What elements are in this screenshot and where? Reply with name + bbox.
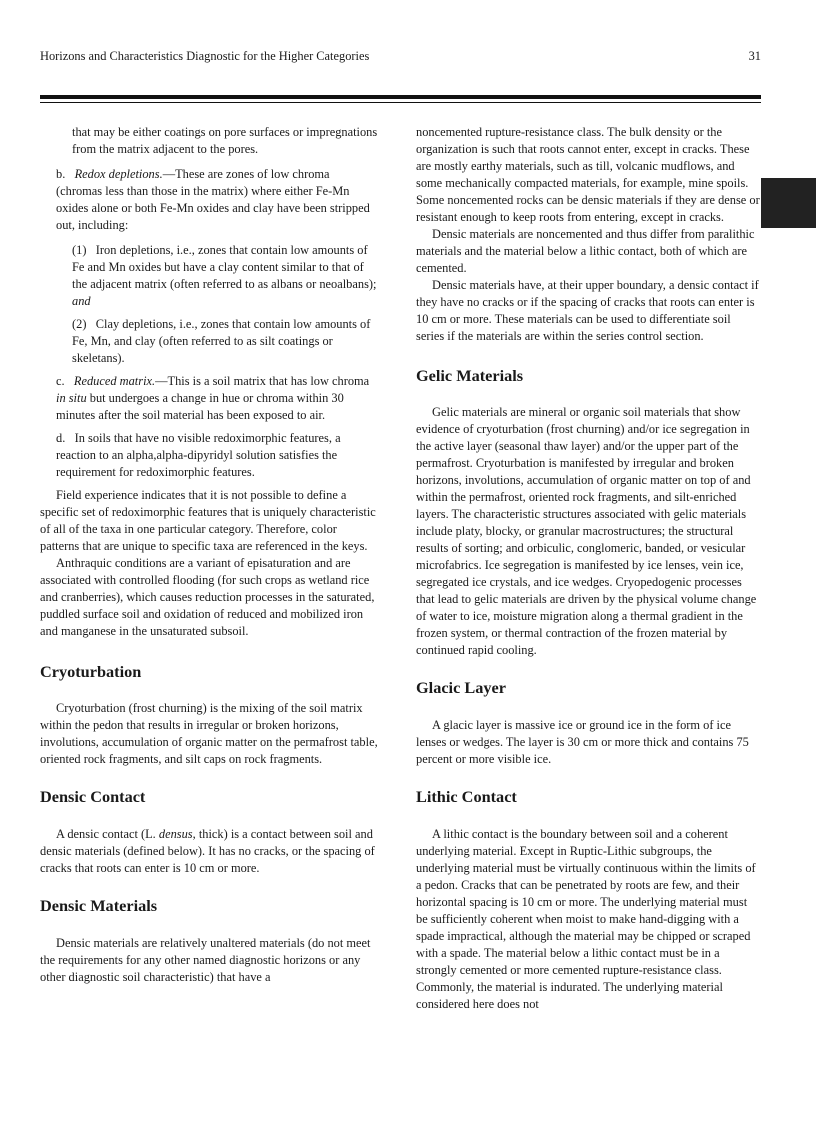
paragraph-anthraquic: Anthraquic conditions are a variant of episaturation and are associated with controlled flooding (for such crops as wetland rice and cranberries), which causes reduction processes in the saturated, puddled surface soil and oxidation of reduced and mobilized iron and manganese in the unsaturated subsoil. (40, 556, 375, 638)
running-header (40, 49, 761, 67)
list-item-text: —This is a soil matrix that has low chroma (155, 374, 370, 388)
paragraph-densic-materials-2: Densic materials are noncemented and thus differ from paralithic materials and the material below a lithic contact, both of which are cemented. (416, 227, 755, 275)
paragraph-field-experience: Field experience indicates that it is not possible to define a specific set of redoximorphic features that is uniquely characteristic of all of the taxa in one particular category. Therefore, color patterns that are unique to specific taxa are referenced in the keys. (40, 488, 376, 553)
section-thumb-tab (761, 178, 816, 228)
term-redox-depletions: Redox depletions. (74, 167, 163, 181)
page-number: 31 (748, 49, 761, 63)
heading-cryoturbation: Cryoturbation (40, 662, 142, 681)
header-rule-thin (40, 102, 761, 103)
sub-list-item-2 (40, 316, 378, 367)
heading-lithic-contact: Lithic Contact (416, 787, 517, 806)
header-rule-thick (40, 95, 761, 99)
paragraph-densic-materials: Densic materials are relatively unaltered materials (do not meet the requirements for any other named diagnostic horizons or any other diagnostic soil characteristic) that have a (40, 936, 371, 984)
term-in-situ: in situ (56, 391, 87, 405)
list-item-text: In soils that have no visible redoximorphic features, a reaction to an alpha,alpha-dipyridyl solution satisfies the requirement for redoximorphic features. (56, 431, 341, 479)
heading-densic-contact: Densic Contact (40, 787, 146, 806)
sub-list-item-1 (40, 242, 378, 310)
paragraph-glacic-layer: A glacic layer is massive ice or ground ice in the form of ice lenses or wedges. The layer is 30 cm or more thick and contains 75 percent or more visible ice. (416, 718, 749, 766)
list-marker: c. (56, 374, 65, 388)
term-densus: densus (158, 827, 193, 841)
paragraph-densic-materials-3: Densic materials have, at their upper boundary, a densic contact if they have no cracks or if the spacing of cracks that roots can enter is 10 cm or more. These materials can be used to differentiate soil series if the materials are within the series control section. (416, 278, 759, 343)
heading-gelic-materials: Gelic Materials (416, 366, 524, 385)
heading-densic-materials: Densic Materials (40, 896, 158, 915)
list-marker: b. (56, 167, 66, 181)
right-column (416, 124, 761, 1013)
paragraph-densic-materials-cont: noncemented rupture-resistance class. The bulk density or the organization is such that roots cannot enter, except in cracks. These are mostly earthy materials, such as till, volcanic mudflows, and some mechanically compacted materials, for example, mine spoils. Some noncemented rocks can be densic materials if they are dense or resistant enough to keep roots from entering, except in cracks. (416, 125, 760, 224)
paragraph-continuation: that may be either coatings on pore surfaces or impregnations from the matrix adjacent to the pores. (72, 125, 378, 156)
heading-glacic-layer: Glacic Layer (416, 678, 506, 697)
list-item-text: but undergoes a change in hue or chroma within 30 minutes after the soil material has been exposed to air. (56, 391, 344, 422)
left-column (40, 124, 378, 986)
list-item-text: Iron depletions, i.e., zones that contain low amounts of Fe and Mn oxides but have a clay content similar to that of the adjacent matrix (often referred to as albans or neoalbans); (72, 243, 377, 291)
list-conjunction: and (72, 294, 91, 308)
list-item-text: Clay depletions, i.e., zones that contain low amounts of Fe, Mn, and clay (often referred to as silt coatings or skeletans). (72, 317, 371, 365)
text-run: , thick) is a contact between soil and densic materials (defined below). It has no cracks, or the spacing of cracks that roots can enter is 10 cm or more. (40, 827, 375, 875)
list-item-text: —These are zones of low chroma (chromas less than those in the matrix) where either Fe-Mn oxides alone or both Fe-Mn oxides and clay have been stripped out, including: (56, 167, 370, 232)
paragraph-lithic-contact: A lithic contact is the boundary between soil and a coherent underlying material. Except in Ruptic-Lithic subgroups, the underlying material must be virtually continuous within the limits of a pedon. Cracks that can be penetrated by roots are few, and their horizontal spacing is 10 cm or more. The underlying material must be sufficiently coherent when moist to make hand-digging with a spade impractical, although the material may be chipped or scraped with a spade. The material below a lithic contact must be in a strongly cemented or more cemented rupture-resistance class. Commonly, the material is indurated. The underlying material considered here does not (416, 827, 756, 1011)
list-marker: (2) (72, 317, 87, 331)
list-item-c (40, 373, 378, 424)
text-run: A densic contact (L. (56, 827, 156, 841)
paragraph-cryoturbation: Cryoturbation (frost churning) is the mixing of the soil matrix within the pedon that results in irregular or broken horizons, involutions, accumulation of organic matter on the permafrost table, oriented rock fragments, and silt caps on rock fragments. (40, 701, 378, 766)
paragraph-densic-contact (40, 826, 378, 877)
list-marker: d. (56, 431, 66, 445)
list-item-d (40, 430, 378, 481)
running-title: Horizons and Characteristics Diagnostic for the Higher Categories (40, 49, 370, 63)
term-reduced-matrix: Reduced matrix. (73, 374, 156, 388)
list-marker: (1) (72, 243, 87, 257)
paragraph-gelic-materials: Gelic materials are mineral or organic soil materials that show evidence of cryoturbation (frost churning) and/or ice segregation in the active layer (seasonal thaw layer) and/or the upper part of the permafrost. Cryoturbation is manifested by irregular and broken horizons, involutions, accumulation of organic matter on top of and within the permafrost, oriented rock fragments, and silt-enriched layers. The characteristic structures associated with gelic materials include platy, blocky, or granular macrostructures; the structural results of sorting; and orbiculic, conglomeric, banded, or vesicular microfabrics. Ice segregation is manifested by ice lenses, vein ice, segregated ice crystals, and ice wedges. Cryopedogenic processes that lead to gelic materials are driven by the physical volume change of water to ice, moisture migration along a thermal gradient in the frozen system, or thermal contraction of the frozen material by continued rapid cooling. (416, 405, 757, 657)
list-item-b (40, 166, 378, 234)
